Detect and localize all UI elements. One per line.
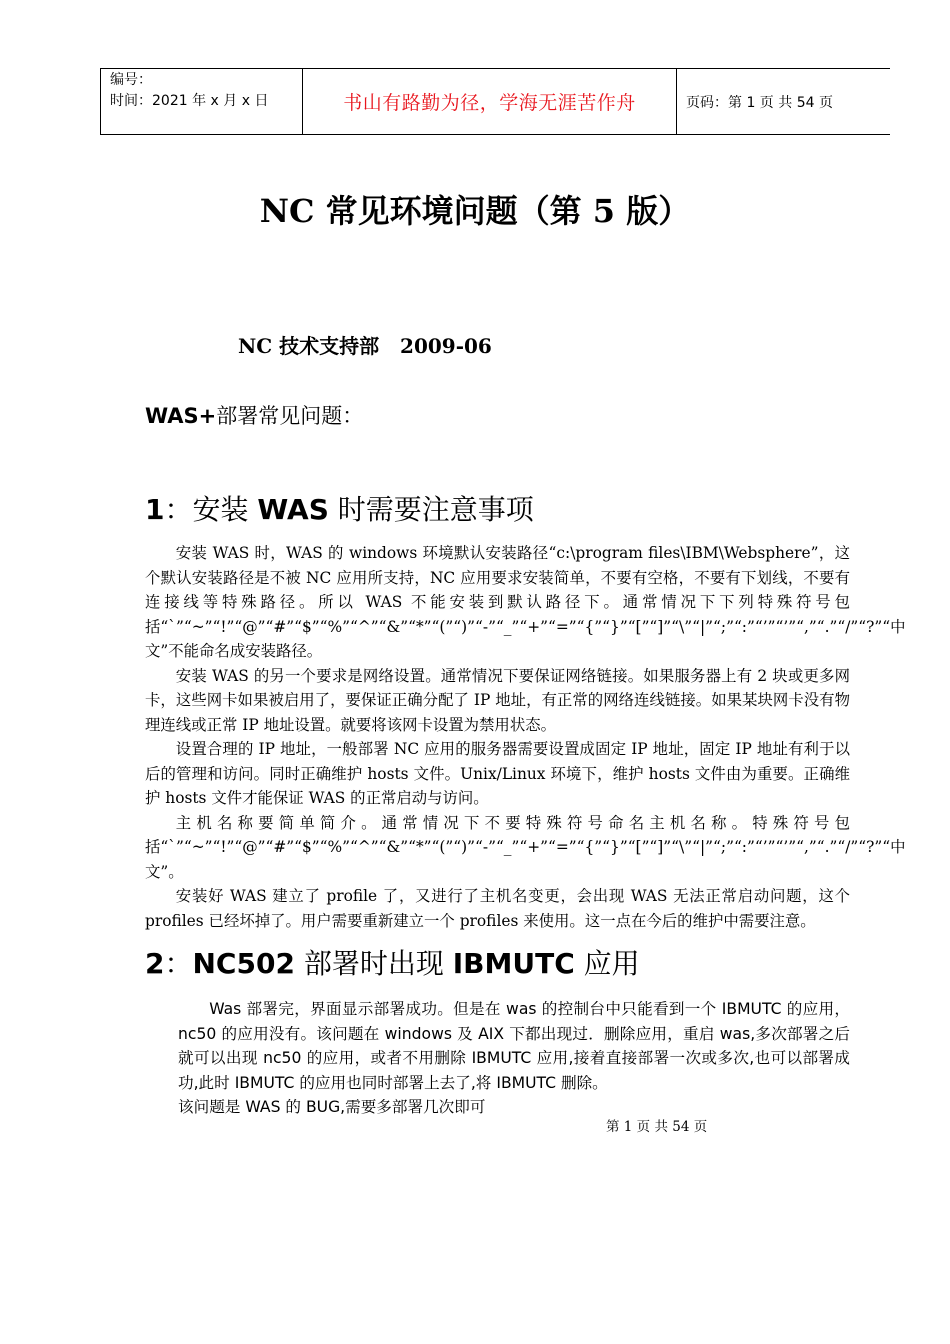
paragraph: 设置合理的 IP 地址，一般部署 NC 应用的服务器需要设置成固定 IP 地址，固定 IP 地址有利于以后的管理和访问。同时正确维护 hosts 文件。Unix/Linux 环境下，维护 hosts 文件由为重要。正确维护 hosts 文件才能保证 WAS 的正常启动与访问。: [145, 740, 850, 807]
heading-1-rest: 时需要注意事项: [328, 493, 534, 526]
header-motto: 书山有路勤为径，学海无涯苦作舟: [303, 69, 677, 134]
header-page-code: 页码：第 1 页 共 54 页: [686, 94, 833, 111]
document-title: NC 常见环境问题（第 5 版）: [259, 192, 691, 230]
paragraph: 安装 WAS 的另一个要求是网络设置。通常情况下要保证网络链接。如果服务器上有 2 块或更多网卡，这些网卡如果被启用了，要保证正确分配了 IP 地址，有正常的网络连线链接。如果某块网卡没有物理连线或正常 IP 地址设置。就要将该网卡设置为禁用状态。: [145, 666, 850, 734]
time-label: 时间：2021 年 x 月 x 日: [110, 93, 269, 109]
page-footer: 第 1 页 共 54 页: [606, 1119, 708, 1135]
heading-2-sep: ：: [164, 947, 193, 980]
heading-2-bold: NC502: [192, 947, 295, 980]
section-label-text: 部署常见问题：: [216, 404, 364, 428]
heading-1-number: 1: [145, 493, 165, 526]
section-2-body: [178, 997, 850, 1120]
header-info-cell: [101, 69, 303, 134]
paragraph: 安装 WAS 时，WAS 的 windows 环境默认安装路径“c:\program files\IBM\Websphere”，这个默认安装路径是不被 NC 应用所支持，NC 应用要求安装简单，不要有空格，不要有下划线，不要有连接线等特殊路径。所以 WAS 不能安装到默认路径下。通常情况下下列特殊符号包括“`”“~”“!”“@”“#”“$”“%”“^”“&”“*”“(”“)”“-”“_”“+”“=”“{”“}”“[”“]”“\”“|”“;”“:”“’”“’”“,”“.”“/”“?”“中文”不能命名成安装路径。: [145, 544, 906, 660]
heading-2-bold-2: IBMUTC: [452, 947, 575, 980]
paragraph: 安装好 WAS 建立了 profile 了，又进行了主机名变更，会出现 WAS 无法正常启动问题，这个 profiles 已经坏掉了。用户需要重新建立一个 profiles 来使用。这一点在今后的维护中需要注意。: [145, 887, 850, 930]
number-label: 编号：: [110, 72, 152, 88]
section-label-bold: WAS+: [145, 404, 217, 428]
heading-2-rest: 部署时出现: [294, 947, 453, 980]
heading-2: [145, 942, 640, 982]
section-1-body: [145, 541, 906, 933]
heading-2-number: 2: [145, 947, 165, 980]
heading-1: [145, 488, 534, 528]
heading-1-bold: WAS: [257, 493, 329, 526]
heading-2-rest-2: 应用: [574, 947, 640, 980]
paragraph: 主机名称要简单简介。通常情况下不要特殊符号命名主机名称。特殊符号包括“`”“~”“!”“@”“#”“$”“%”“^”“&”“*”“(”“)”“-”“_”“+”“=”“{”“}”“[”“]”“\”“|”“;”“:”“’”“’”“,”“.”“/”“?”“中文”。: [145, 813, 906, 881]
paragraph: Was 部署完，界面显示部署成功。但是在 was 的控制台中只能看到一个 IBMUTC 的应用，nc50 的应用没有。该问题在 windows 及 AIX 下都出现过．删除应用，重启 was,多次部署之后就可以出现 nc50 的应用，或者不用删除 IBMUTC 应用,接着直接部署一次或多次,也可以部署成功,此时 IBMUTC 的应用也同时部署上去了,将 IBMUTC 删除。: [178, 1000, 850, 1092]
heading-1-sep: ：安装: [164, 493, 258, 526]
document-subtitle: NC 技术支持部 2009-06: [238, 334, 492, 358]
section-label: [145, 400, 363, 430]
paragraph: 该问题是 WAS 的 BUG,需要多部署几次即可: [178, 1098, 486, 1117]
header-table: [100, 68, 890, 135]
